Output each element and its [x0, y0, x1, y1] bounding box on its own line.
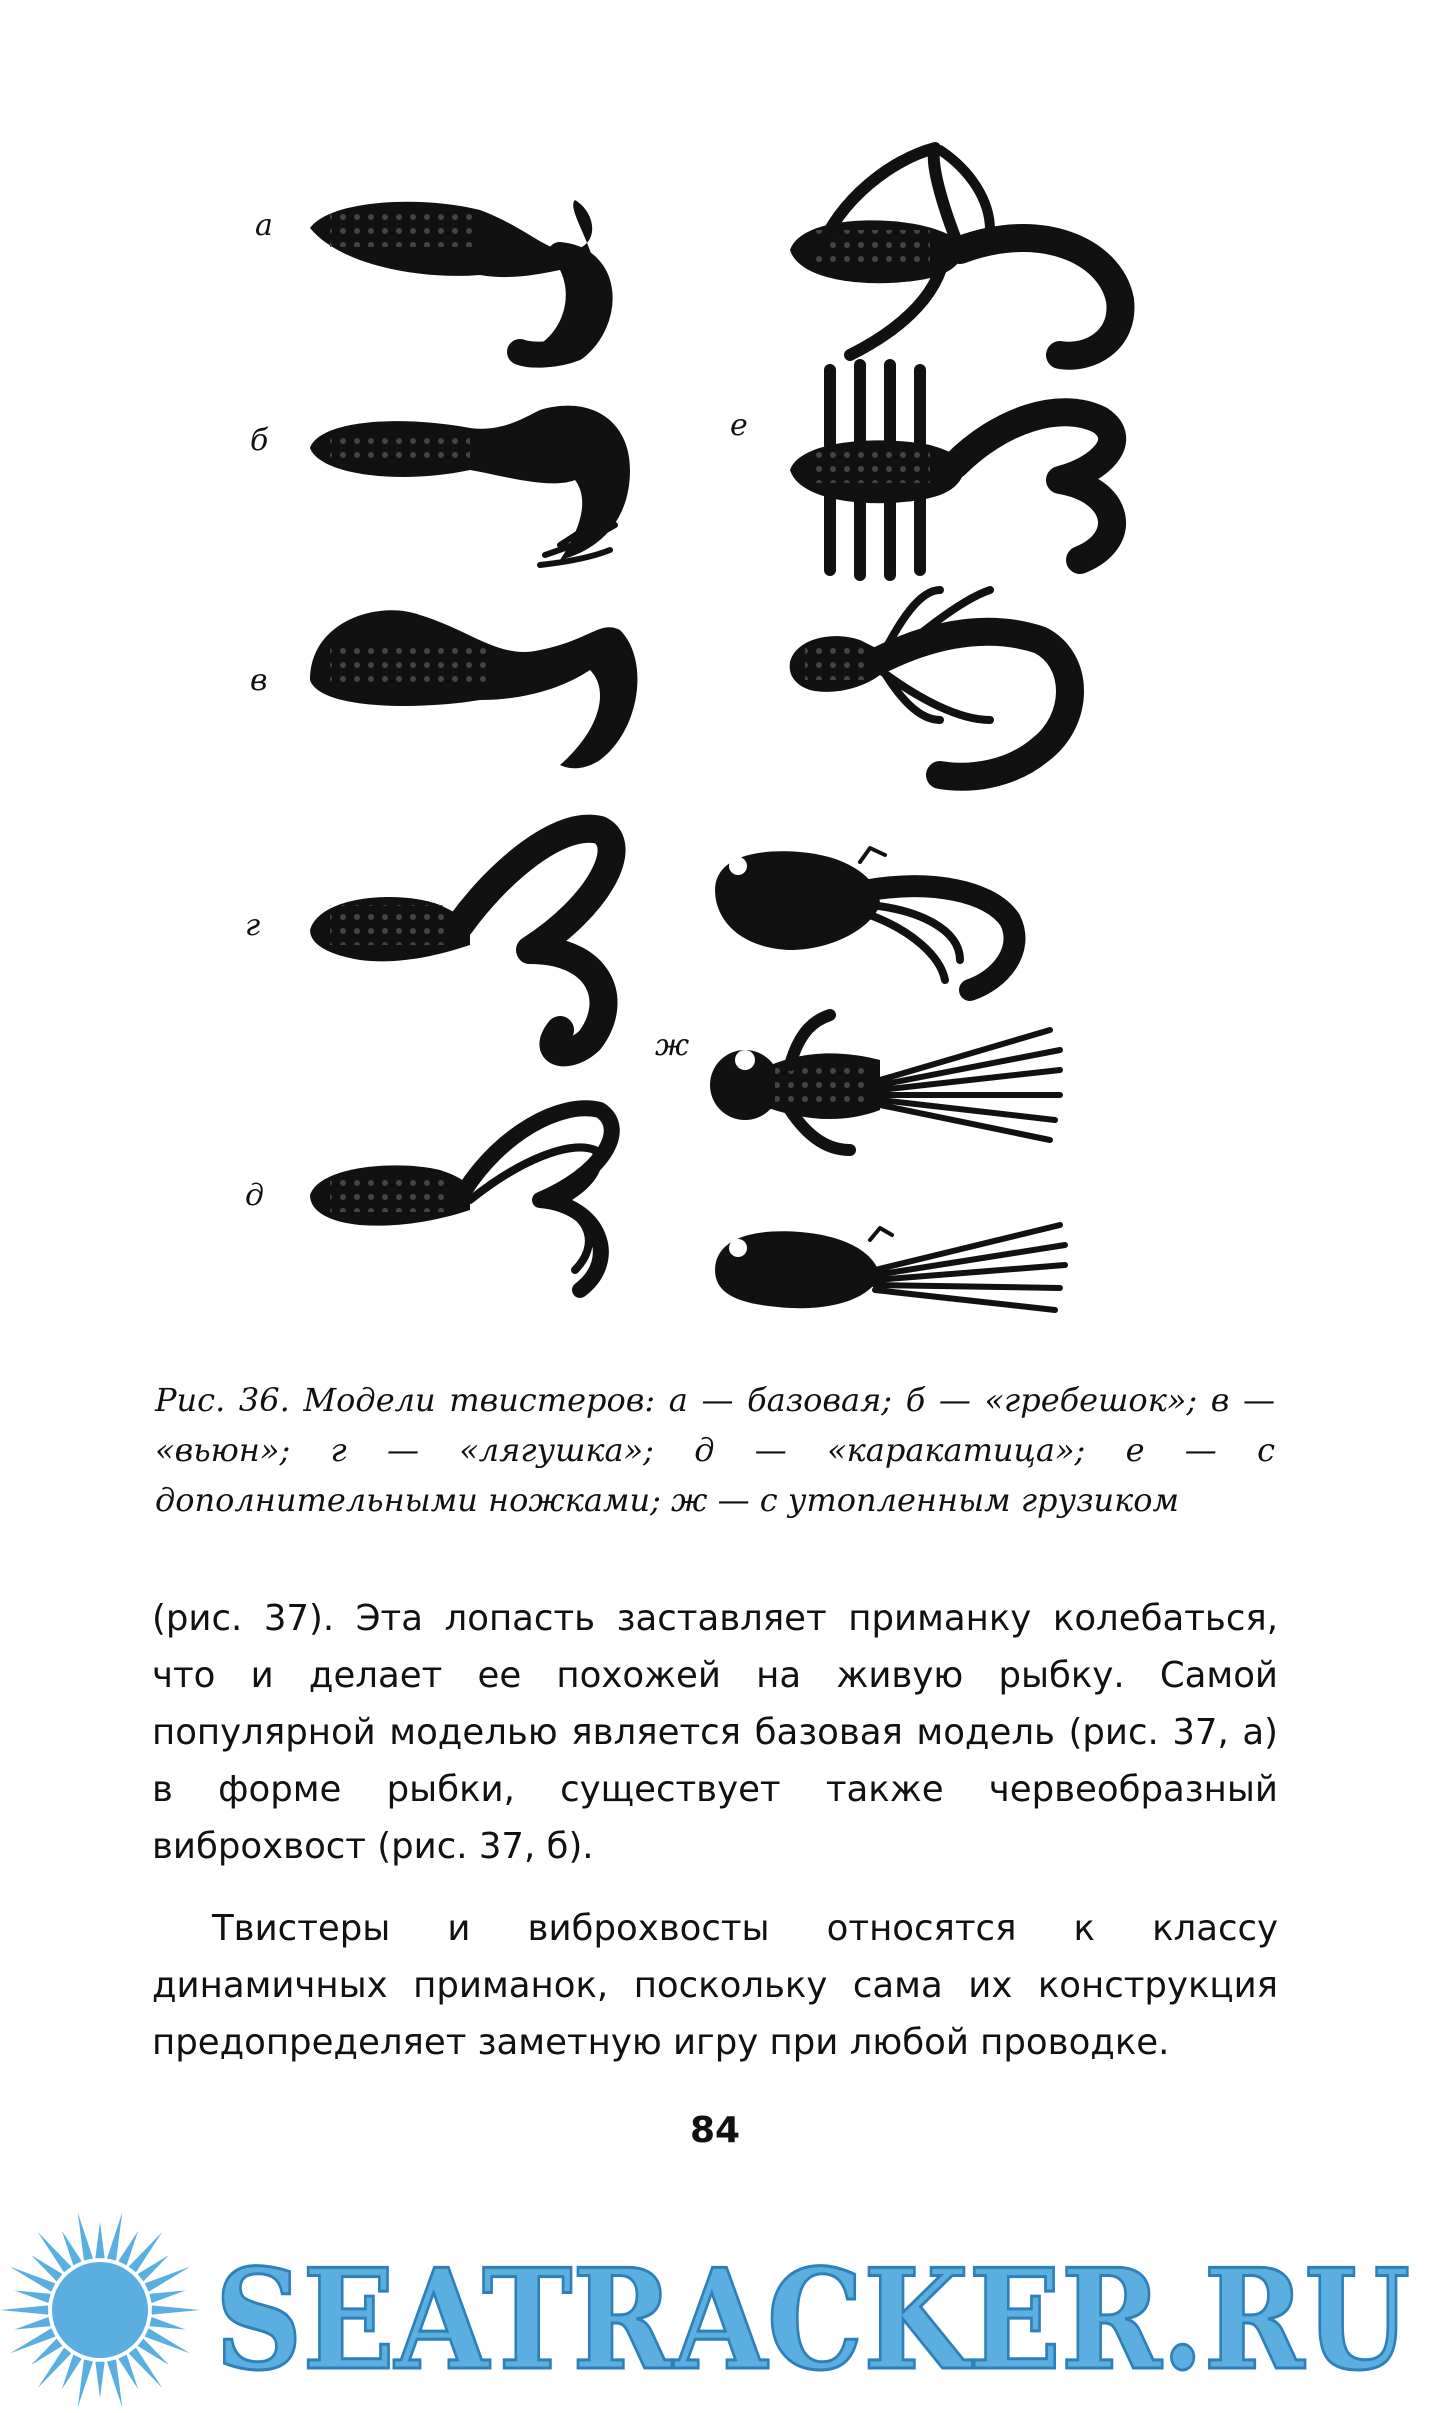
figure-label-g: г	[245, 908, 261, 943]
sun-icon	[0, 2213, 200, 2408]
twister-weighted-2	[710, 1015, 1060, 1150]
twister-weighted-3	[715, 1225, 1065, 1310]
twister-tentacles	[790, 590, 1070, 777]
body-paragraph-2: Твистеры и виброхвосты относятся к классу динамичных приманок, поскольку сама их конструкция предопределяет заметную игру при любой проводке.	[152, 1908, 1278, 2063]
figure-label-d: д	[245, 1178, 265, 1213]
figure-caption-label: Рис. 36.	[155, 1381, 290, 1419]
twister-comb	[310, 406, 630, 565]
twister-weighted-1	[715, 848, 1014, 990]
page-number: 84	[689, 2110, 741, 2151]
watermark	[0, 2200, 1430, 2413]
twister-basic	[310, 200, 600, 355]
figure-caption-text: Модели твистеров: а — базовая; б — «гребешок»; в — «вьюн»; г — «лягушка»; д — «каракатица»; е — с дополнительными ножками; ж — с утопленным грузиком	[155, 1381, 1276, 1519]
figure-label-e: е	[730, 408, 748, 443]
twister-frog	[310, 829, 612, 1053]
figure-label-b: б	[250, 423, 269, 458]
figure-caption	[155, 1375, 1275, 1525]
twister-cuttlefish	[310, 1108, 612, 1290]
body-paragraph-1: (рис. 37). Эта лопасть заставляет приманку колебаться, что и делает ее похожей на живую рыбку. Самой популярной моделью является базовая модель (рис. 37, а) в форме рыбки, существует также червеобразный виброхвост (рис. 37, б).	[152, 1598, 1278, 1867]
watermark-text: SEATRACKER.RU	[215, 2238, 1410, 2401]
twister-extra-legs	[790, 365, 1112, 575]
twister-double-tail	[790, 148, 1120, 356]
figure-label-a: а	[255, 208, 273, 243]
twister-loach	[310, 610, 637, 768]
figure-label-v: в	[250, 663, 268, 698]
figure-label-zh: ж	[655, 1028, 690, 1063]
